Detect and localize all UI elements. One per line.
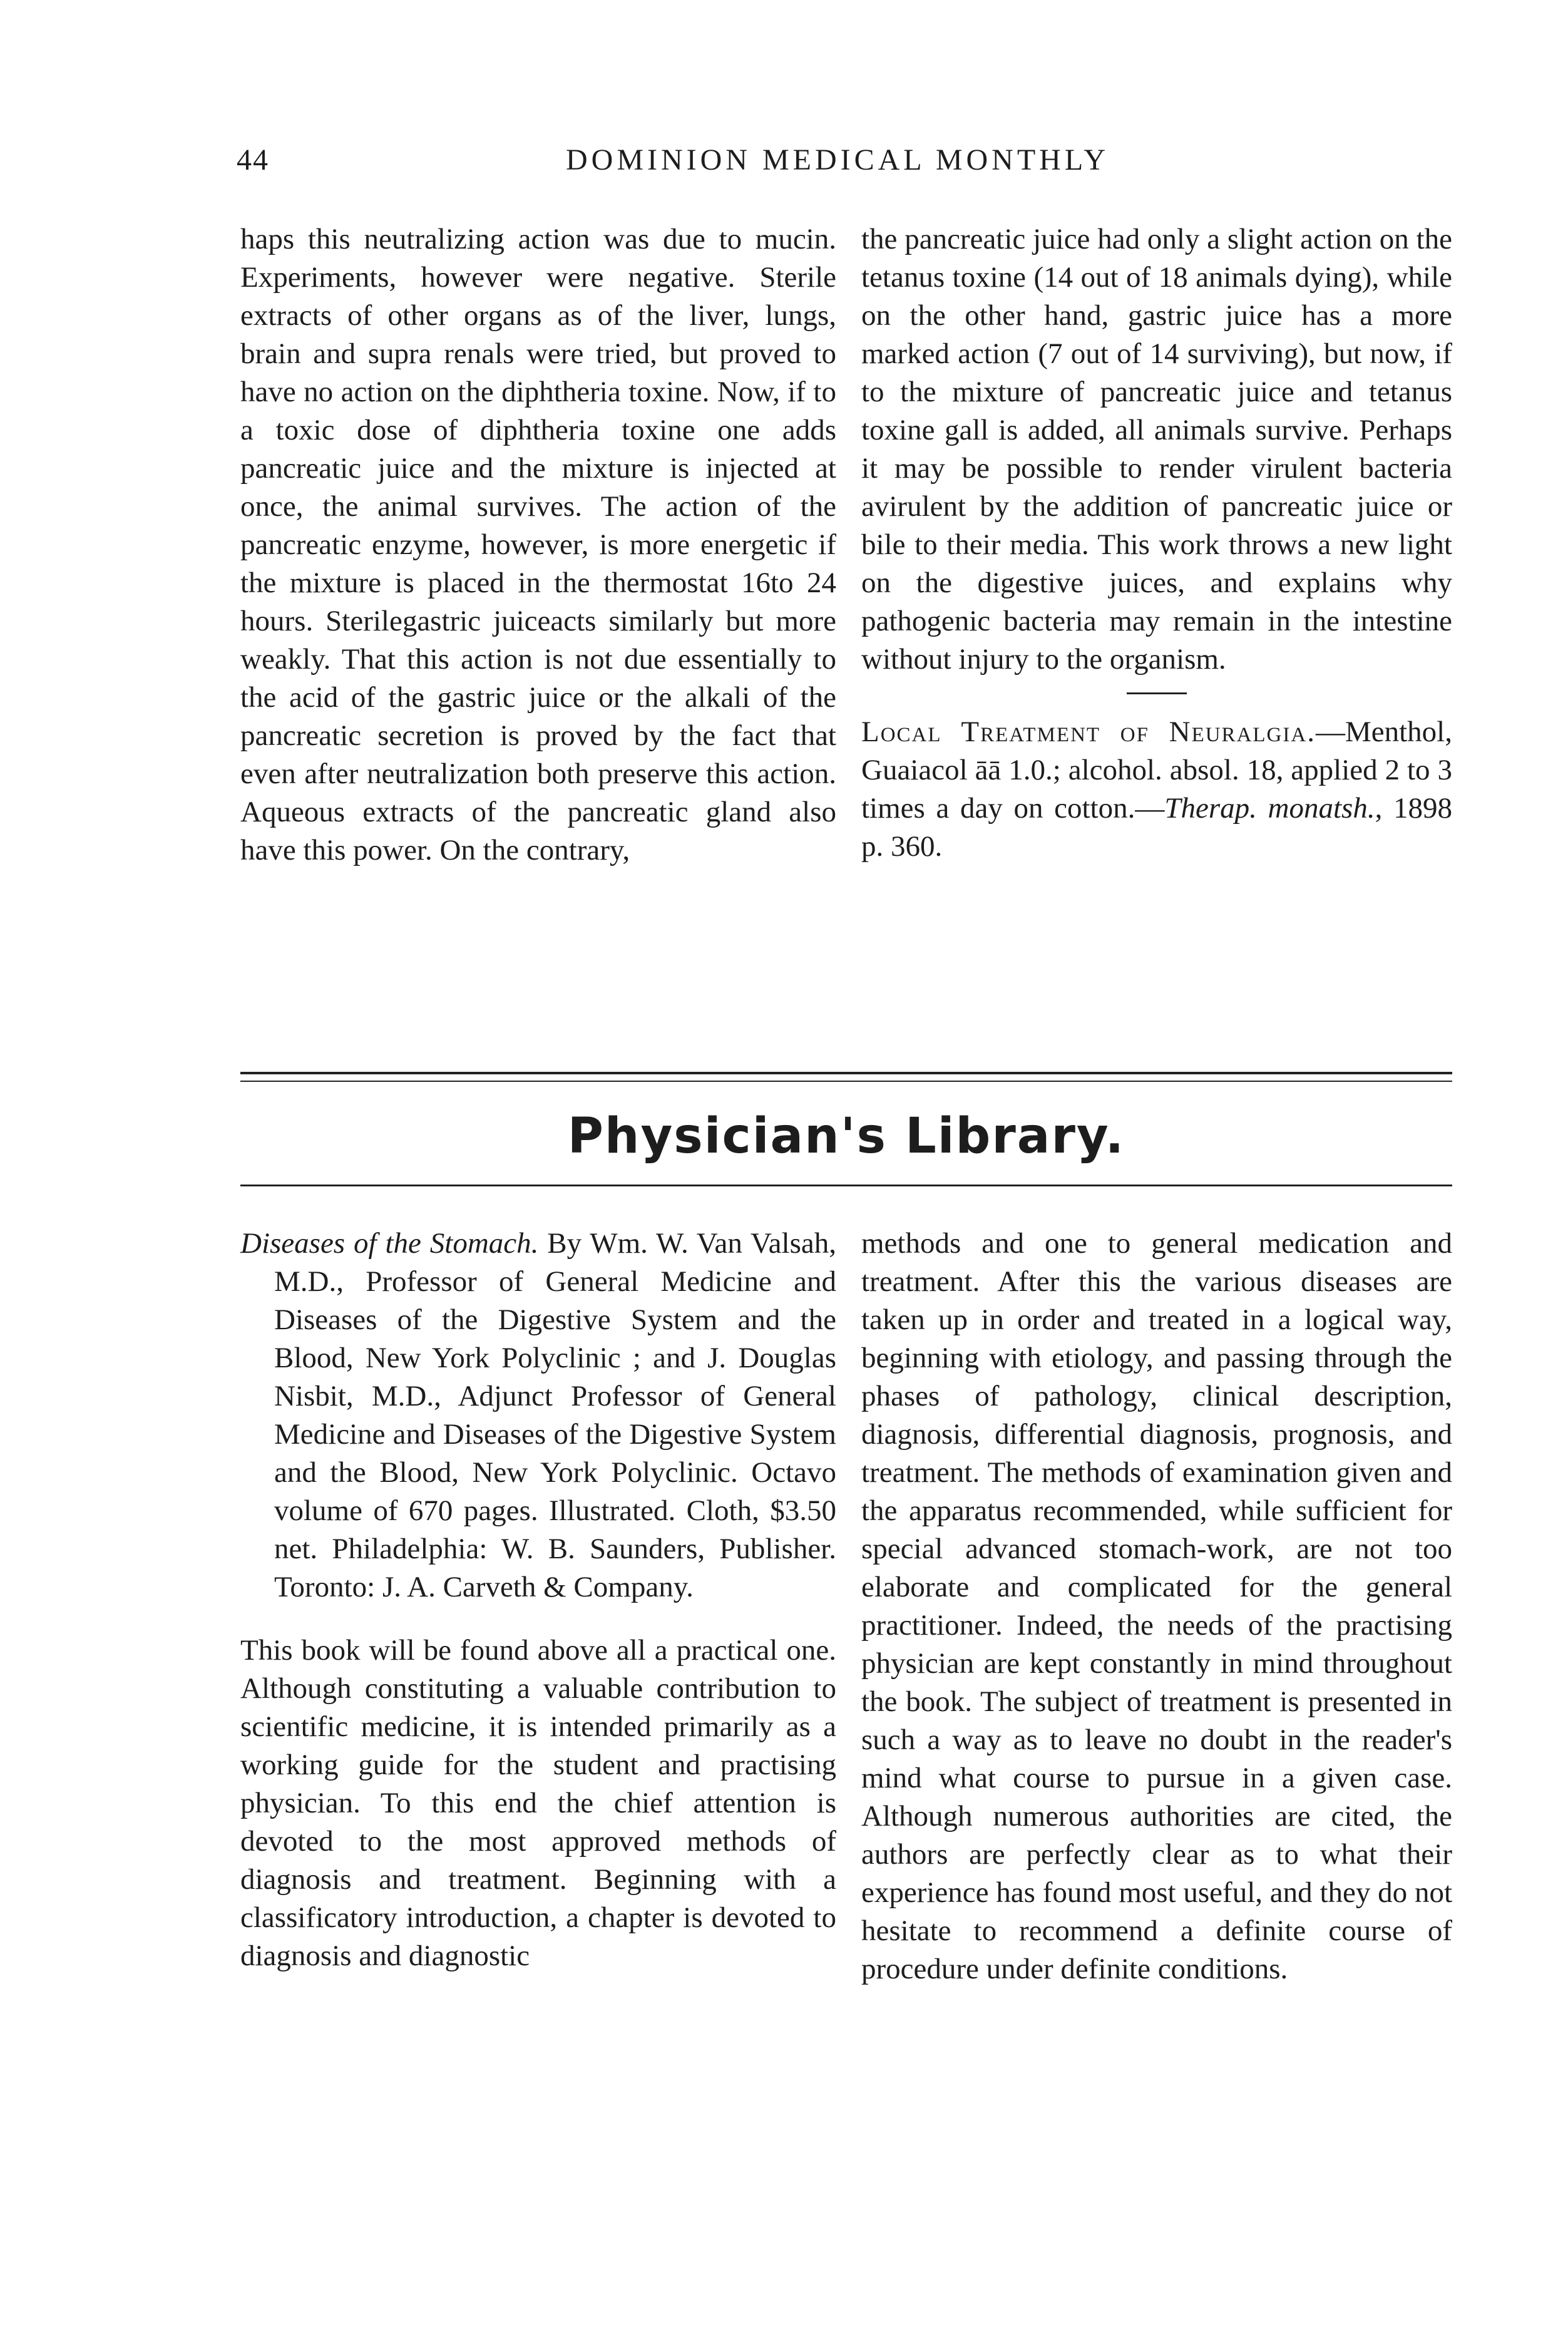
- book-citation-details: By Wm. W. Van Valsah, M.D., Professor of General Medicine and Diseases of the Digestive System and the Blood, New York Polyclinic ; and J. Douglas Nisbit, M.D., Adjunct Professor of General Medicine and Diseases of the Digestive System and the Blood, New York Polyclinic. Octavo volume of 670 pages. Illustrated. Cloth, $3.50 net. Philadelphia: W. B. Saunders, Publisher. Toronto: J. A. Carveth & Company.: [274, 1227, 836, 1603]
- abstract-source: Therap. monatsh.: [1164, 792, 1375, 825]
- review-column-left: [240, 1225, 836, 1975]
- short-divider: [1127, 692, 1187, 694]
- book-citation: [240, 1225, 836, 1606]
- article-paragraph: haps this neutralizing action was due to mucin. Experiments, however were negative. Sterile extracts of other organs as of the liver, lungs, brain and supra renals were tried, but proved to have no action on the diphtheria toxine. Now, if to a toxic dose of diphtheria toxine one adds pancreatic juice and the mixture is injected at once, the animal survives. The action of the pancreatic enzyme, however, is more energetic if the mixture is placed in the thermostat 16to 24 hours. Sterilegastric juiceacts similarly but more weakly. That this action is not due essentially to the acid of the gastric juice or the alkali of the pancreatic secretion is proved by the fact that even after neutralization both preserve this action. Aqueous extracts of the pancreatic gland also have this power. On the contrary,: [240, 223, 836, 866]
- section-title: Physician's Library.: [567, 1108, 1125, 1164]
- section-rule-thin: [240, 1081, 1452, 1082]
- abstract-tail: , 1898 p. 360.: [861, 792, 1452, 863]
- abstract-paragraph: [861, 713, 1452, 866]
- article-column-left: [240, 220, 836, 870]
- running-head: DOMINION MEDICAL MONTHLY: [565, 143, 1109, 177]
- page-header: [237, 143, 1438, 187]
- page-number: 44: [237, 143, 269, 177]
- review-column-right: [861, 1225, 1452, 1988]
- abstract-body: —Menthol, Guaiacol āā 1.0.; alcohol. absol. 18, applied 2 to 3 times a day on cotton.—: [861, 716, 1452, 825]
- book-title: Diseases of the Stomach.: [240, 1227, 539, 1260]
- paragraph-gap: [240, 1606, 836, 1632]
- review-paragraph: methods and one to general medication and treatment. After this the various diseases are taken up in order and treated in a logical way, beginning with etiology, and passing through the phases of pathology, clinical description, diagnosis, differential diagnosis, prognosis, and treatment. The methods of examination given and the apparatus recommended, while sufficient for special advanced stomach-work, are not too elaborate and complicated for the general practitioner. Indeed, the needs of the practising physician are kept constantly in mind throughout the book. The subject of treatment is presented in such a way as to leave no doubt in the reader's mind what course to pursue in a given case. Although numerous authorities are cited, the authors are perfectly clear as to what their experience has found most useful, and they do not hesitate to recommend a definite course of procedure under definite conditions.: [861, 1227, 1452, 1985]
- article-paragraph: the pancreatic juice had only a slight action on the tetanus toxine (14 out of 18 animals dying), while on the other hand, gastric juice has a more marked action (7 out of 14 surviving), but now, if to the mixture of pancreatic juice and tetanus toxine gall is added, all animals survive. Perhaps it may be possible to render virulent bacteria avirulent by the addition of pancreatic juice or bile to their media. This work throws a new light on the digestive juices, and explains why pathogenic bacteria may remain in the intestine without injury to the organism.: [861, 223, 1452, 676]
- section-rule-thick: [240, 1072, 1452, 1074]
- review-paragraph: This book will be found above all a practical one. Although constituting a valuable contribution to scientific medicine, it is intended primarily as a working guide for the student and practising physician. To this end the chief attention is devoted to the most approved methods of diagnosis and treatment. Beginning with a classificatory introduction, a chapter is devoted to diagnosis and diagnostic: [240, 1634, 836, 1972]
- article-column-right: [861, 220, 1452, 866]
- section-rule-bottom: [240, 1185, 1452, 1186]
- abstract-heading: Local Treatment of Neuralgia.: [861, 716, 1316, 748]
